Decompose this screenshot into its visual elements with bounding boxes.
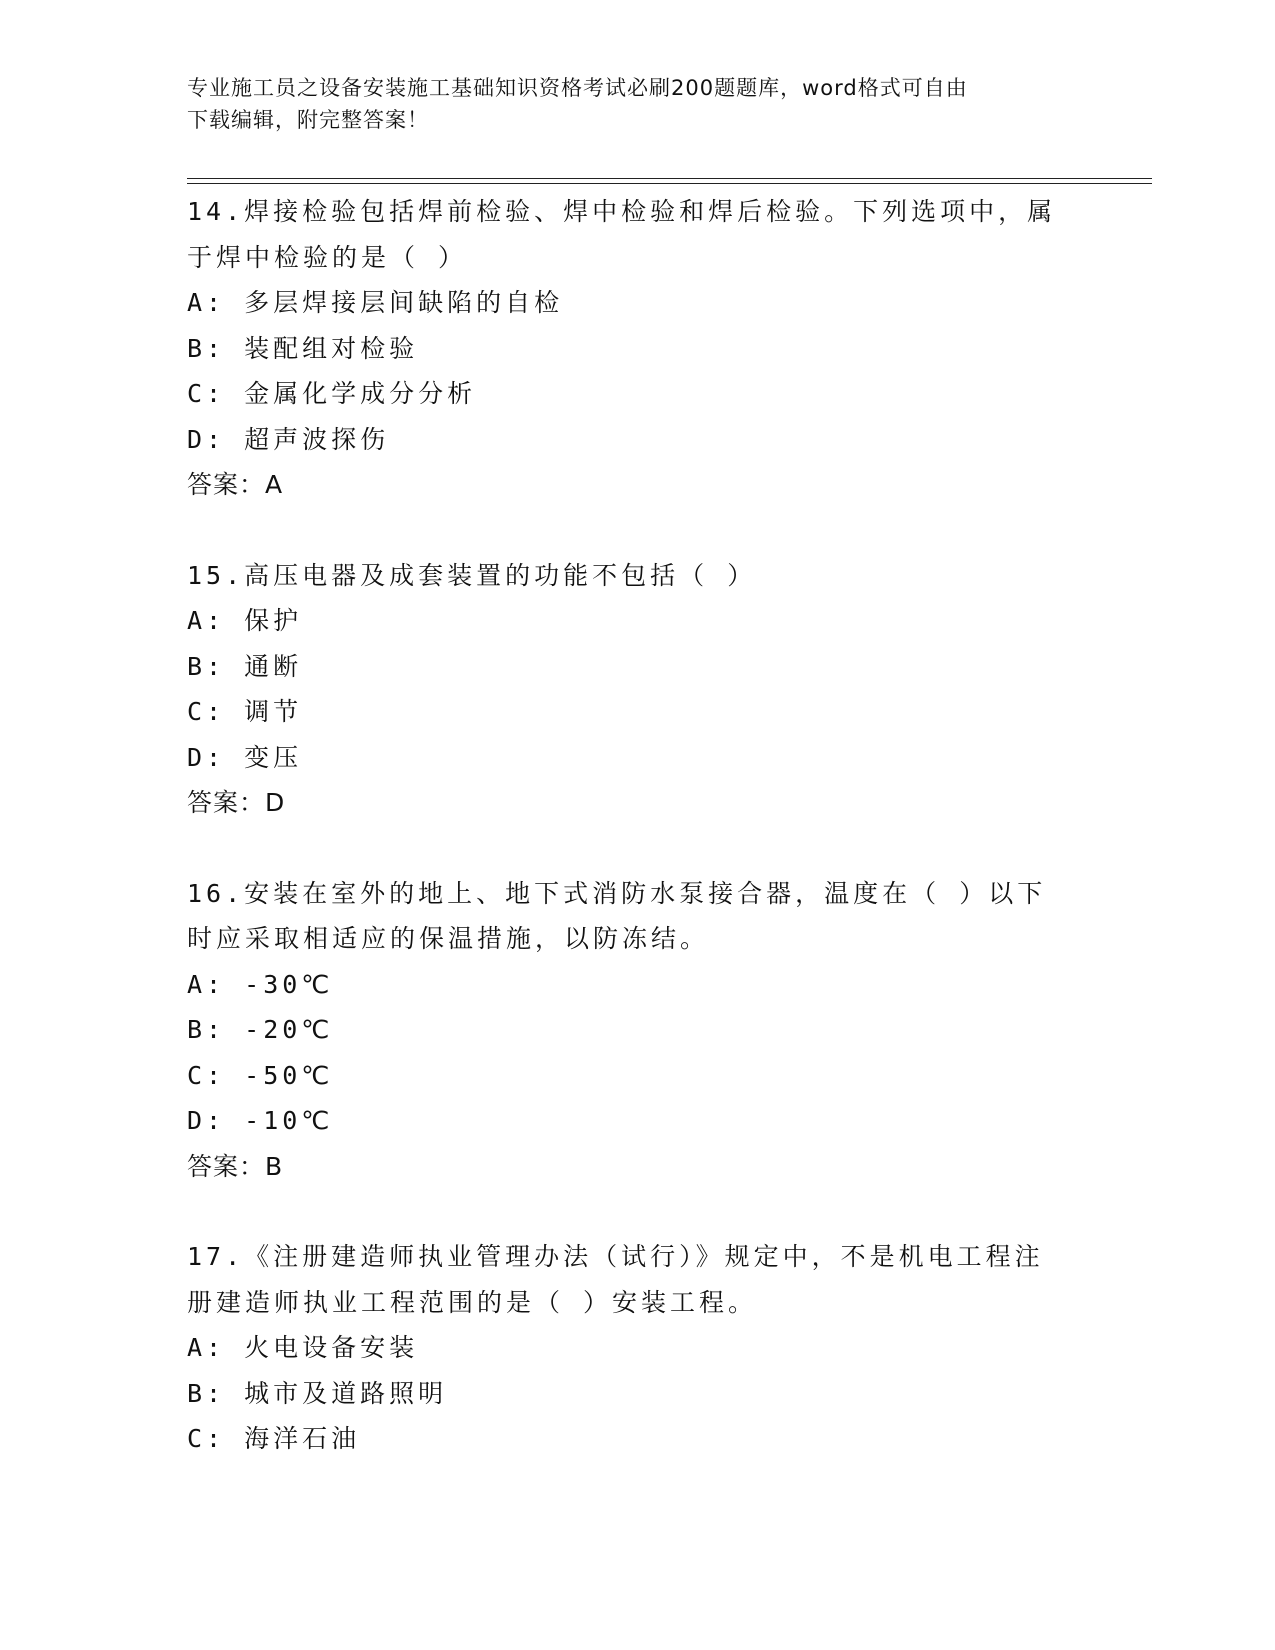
answer-label: 答案：A [187, 470, 284, 499]
header-divider-top [187, 178, 1152, 179]
option-d: D: -10℃ [187, 1106, 334, 1135]
question-list [187, 189, 1087, 1507]
option-c: C: -50℃ [187, 1060, 334, 1090]
question-text: 15.高压电器及成套装置的功能不包括（ ） [187, 560, 757, 590]
question-text: 14.焊接检验包括焊前检验、焊中检验和焊后检验。下列选项中，属于焊中检验的是（ ） [187, 197, 1057, 272]
answer-label: 答案：B [187, 1151, 284, 1181]
option-c: C: 海洋石油 [187, 1424, 361, 1453]
option-c: C: 金属化学成分分析 [187, 379, 477, 408]
option-b: B: -20℃ [187, 1015, 334, 1044]
option-d: D: 超声波探伤 [187, 424, 390, 454]
question-text: 17.《注册建造师执业管理办法（试行）》规定中，不是机电工程注册建造师执业工程范围的是（ ）安装工程。 [187, 1242, 1044, 1317]
option-b: B: 装配组对检验 [187, 333, 419, 363]
document-header [187, 72, 1067, 136]
option-a: A: 火电设备安装 [187, 1333, 419, 1362]
option-a: A: 多层焊接层间缺陷的自检 [187, 288, 564, 317]
header-line-1: 专业施工员之设备安装施工基础知识资格考试必刷200题题库，word格式可自由 [187, 76, 968, 100]
option-b: B: 城市及道路照明 [187, 1378, 448, 1408]
question-16 [187, 871, 1087, 1190]
option-b: B: 通断 [187, 651, 303, 681]
option-d: D: 变压 [187, 742, 303, 772]
question-text: 16.安装在室外的地上、地下式消防水泵接合器，温度在（ ）以下时应采取相适应的保温措施，以防冻结。 [187, 878, 1047, 953]
question-17 [187, 1234, 1087, 1462]
option-a: A: -30℃ [187, 969, 334, 999]
question-14 [187, 189, 1087, 508]
header-line-2: 下载编辑，附完整答案！ [187, 108, 429, 132]
option-a: A: 保护 [187, 606, 303, 635]
header-divider-bottom [187, 183, 1152, 184]
question-15 [187, 553, 1087, 826]
answer-label: 答案：D [187, 788, 286, 817]
option-c: C: 调节 [187, 697, 303, 726]
